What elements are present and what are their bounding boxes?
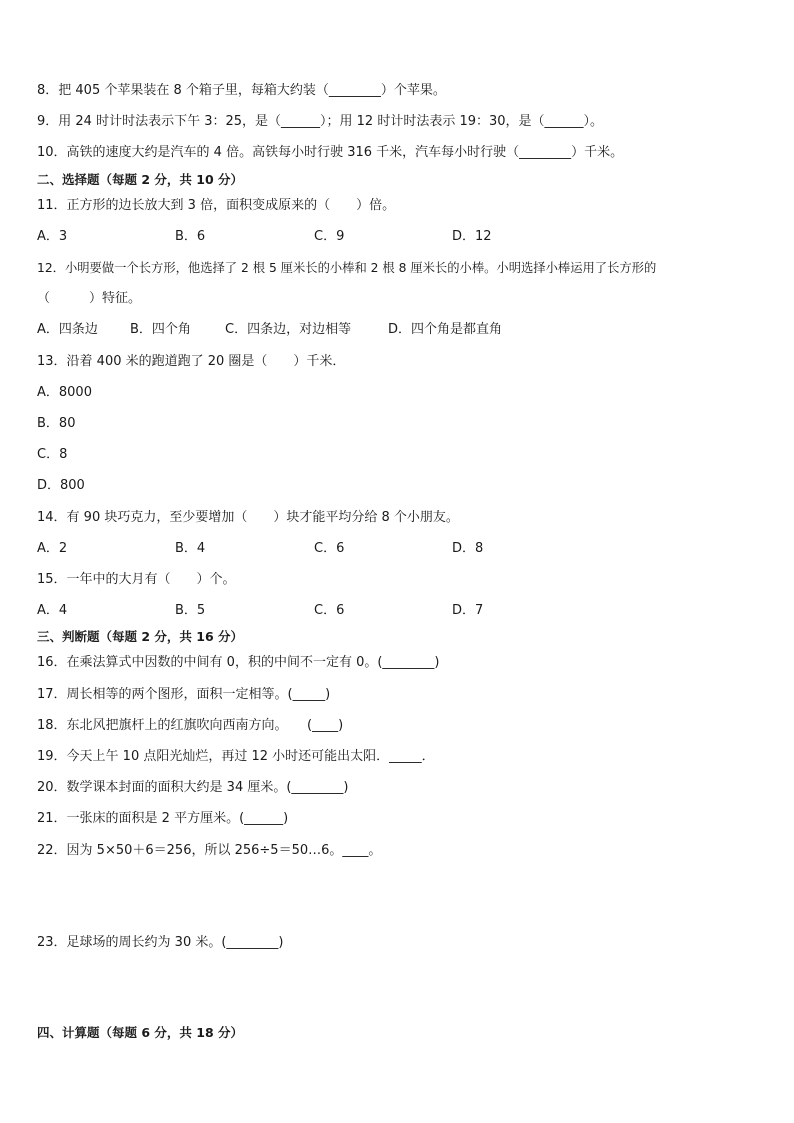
q14-option-b: B．4 bbox=[175, 541, 206, 556]
section-heading-calculation: 四、计算题（每题 6 分，共 18 分） bbox=[37, 1025, 244, 1040]
q11-option-a: A．3 bbox=[37, 229, 68, 244]
question-22: 22．因为 5×50＋6＝256，所以 256÷5＝50…6。____。 bbox=[37, 843, 382, 858]
q15-option-d: D．7 bbox=[452, 603, 484, 618]
q14-option-d: D．8 bbox=[452, 541, 484, 556]
q12-option-a: A．四条边 bbox=[37, 322, 98, 337]
question-21: 21．一张床的面积是 2 平方厘米。(______) bbox=[37, 811, 289, 826]
q13-option-b: B．80 bbox=[37, 416, 76, 431]
q13-option-c: C．8 bbox=[37, 447, 68, 462]
question-12-line1: 12．小明要做一个长方形，他选择了 2 根 5 厘米长的小棒和 2 根 8 厘米长的小棒。小明选择小棒运用了长方形的 bbox=[37, 261, 657, 275]
question-19: 19．今天上午 10 点阳光灿烂，再过 12 小时还可能出太阳．_____． bbox=[37, 749, 435, 764]
q15-option-a: A．4 bbox=[37, 603, 68, 618]
question-15: 15．一年中的大月有（ ）个。 bbox=[37, 572, 236, 587]
q13-option-a: A．8000 bbox=[37, 385, 92, 400]
question-8: 8．把 405 个苹果装在 8 个箱子里，每箱大约装（________）个苹果。 bbox=[37, 83, 446, 98]
q14-option-a: A．2 bbox=[37, 541, 68, 556]
question-17: 17．周长相等的两个图形，面积一定相等。(_____) bbox=[37, 687, 331, 702]
question-13: 13．沿着 400 米的跑道跑了 20 圈是（ ）千米． bbox=[37, 354, 346, 369]
q12-option-d: D．四个角是都直角 bbox=[388, 322, 503, 337]
question-10: 10．高铁的速度大约是汽车的 4 倍。高铁每小时行驶 316 千米，汽车每小时行驶（________）千米。 bbox=[37, 145, 624, 160]
q11-option-c: C．9 bbox=[314, 229, 345, 244]
q11-option-d: D．12 bbox=[452, 229, 492, 244]
question-11: 11．正方形的边长放大到 3 倍，面积变成原来的（ ）倍。 bbox=[37, 198, 396, 213]
q14-option-c: C．6 bbox=[314, 541, 345, 556]
q15-option-b: B．5 bbox=[175, 603, 206, 618]
question-9: 9．用 24 时计时法表示下午 3：25，是（______）；用 12 时计时法表示 19：30，是（______）。 bbox=[37, 114, 604, 129]
q11-option-b: B．6 bbox=[175, 229, 206, 244]
section-heading-judgement: 三、判断题（每题 2 分，共 16 分） bbox=[37, 629, 244, 644]
q12-option-b: B．四个角 bbox=[130, 322, 191, 337]
q13-option-d: D．800 bbox=[37, 478, 85, 493]
question-16: 16．在乘法算式中因数的中间有 0，积的中间不一定有 0。(________) bbox=[37, 655, 440, 670]
question-20: 20．数学课本封面的面积大约是 34 厘米。(________) bbox=[37, 780, 349, 795]
q12-option-c: C．四条边，对边相等 bbox=[225, 322, 352, 337]
section-heading-choice: 二、选择题（每题 2 分，共 10 分） bbox=[37, 172, 244, 187]
question-14: 14．有 90 块巧克力，至少要增加（ ）块才能平均分给 8 个小朋友。 bbox=[37, 510, 459, 525]
question-23: 23．足球场的周长约为 30 米。(________) bbox=[37, 935, 284, 950]
question-18: 18．东北风把旗杆上的红旗吹向西南方向。 (____) bbox=[37, 718, 344, 733]
question-12-line2: （ ）特征。 bbox=[37, 291, 142, 306]
q15-option-c: C．6 bbox=[314, 603, 345, 618]
